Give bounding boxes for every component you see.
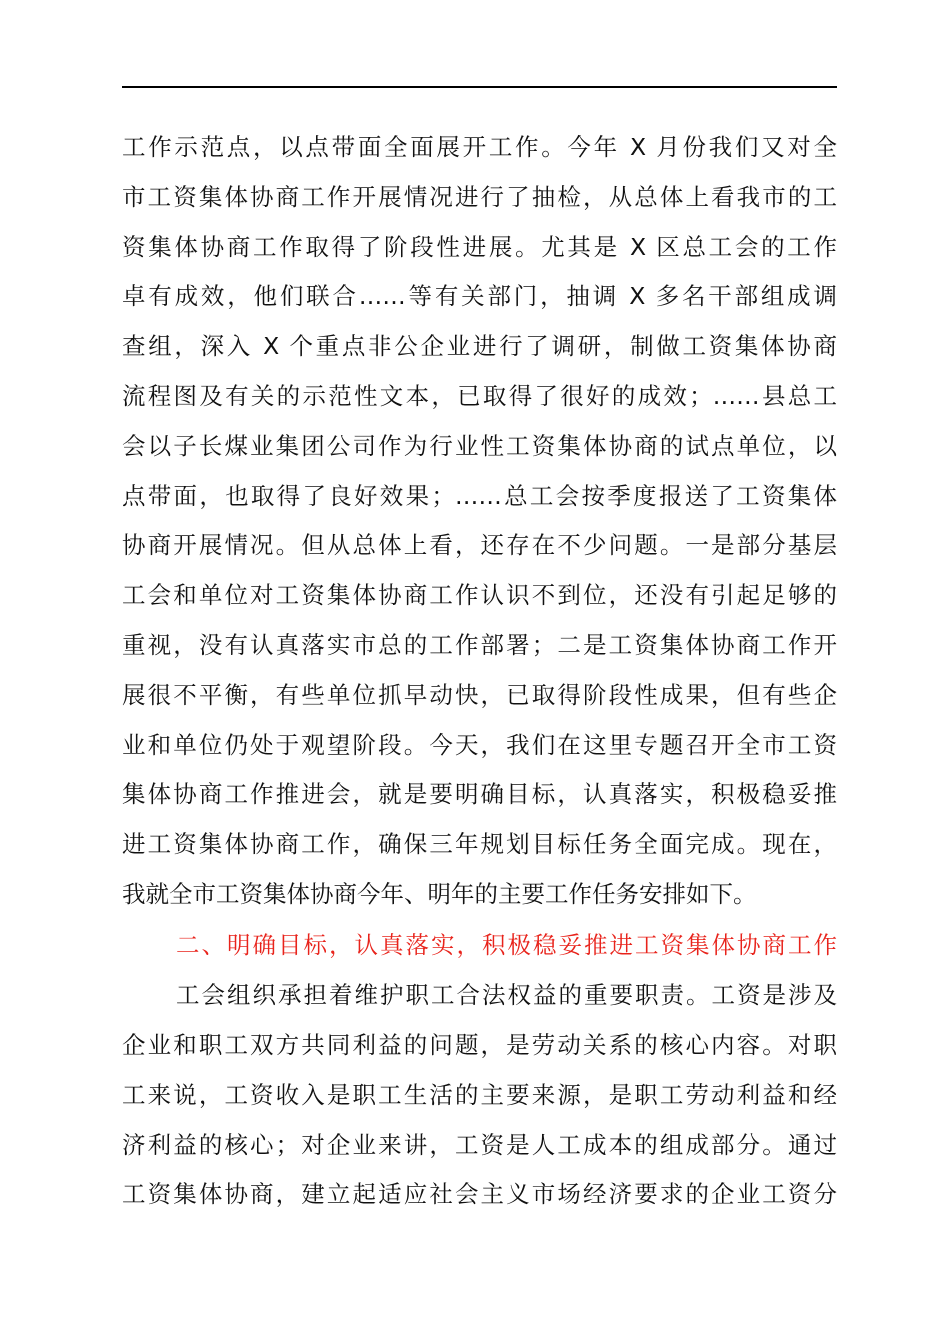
text-line: 进工资集体协商工作，确保三年规划目标任务全面完成。现在， bbox=[122, 830, 837, 859]
text-line: 我就全市工资集体协商今年、明年的主要工作任务安排如下。 bbox=[122, 879, 757, 908]
text-line: 工会组织承担着维护职工合法权益的重要职责。工资是涉及 bbox=[176, 981, 837, 1009]
text-line: 点带面，也取得了良好效果；……总工会按季度报送了工资集体 bbox=[122, 481, 837, 510]
text-line: 展很不平衡，有些单位抓早动快，已取得阶段性成果，但有些企 bbox=[122, 680, 837, 709]
paragraph-2 bbox=[122, 1021, 837, 1220]
text-line: 流程图及有关的示范性文本，已取得了很好的成效；……县总工 bbox=[122, 381, 837, 410]
text-line: 会以子长煤业集团公司作为行业性工资集体协商的试点单位，以 bbox=[122, 431, 837, 460]
paragraph-2-first-line-wrap bbox=[176, 971, 837, 1021]
text-line: 业和单位仍处于观望阶段。今天，我们在这里专题召开全市工资 bbox=[122, 730, 837, 759]
text-line: 资集体协商工作取得了阶段性进展。尤其是 X 区总工会的工作 bbox=[122, 232, 837, 261]
text-line: 济利益的核心；对企业来讲，工资是人工成本的组成部分。通过 bbox=[122, 1130, 837, 1159]
paragraph-1 bbox=[122, 123, 837, 920]
text-line: 工会和单位对工资集体协商工作认识不到位，还没有引起足够的 bbox=[122, 581, 837, 610]
text-line: 重视，没有认真落实市总的工作部署；二是工资集体协商工作开 bbox=[122, 630, 837, 659]
text-line: 工作示范点，以点带面全面展开工作。今年 X 月份我们又对全 bbox=[122, 133, 837, 161]
text-line: 查组，深入 X 个重点非公企业进行了调研，制做工资集体协商 bbox=[122, 332, 837, 361]
text-line: 企业和职工双方共同利益的问题，是劳动关系的核心内容。对职 bbox=[122, 1031, 837, 1059]
text-line: 卓有成效，他们联合……等有关部门，抽调 X 多名干部组成调 bbox=[122, 282, 837, 311]
text-line: 工来说，工资收入是职工生活的主要来源，是职工劳动利益和经 bbox=[122, 1080, 837, 1109]
text-line: 集体协商工作推进会，就是要明确目标，认真落实，积极稳妥推 bbox=[122, 780, 837, 809]
section-heading: 二、明确目标，认真落实，积极稳妥推进工资集体协商工作 bbox=[176, 931, 837, 959]
text-line: 市工资集体协商工作开展情况进行了抽检，从总体上看我市的工 bbox=[122, 182, 837, 211]
text-line: 协商开展情况。但从总体上看，还存在不少问题。一是部分基层 bbox=[122, 531, 837, 560]
header-rule bbox=[122, 86, 837, 88]
text-line: 工资集体协商，建立起适应社会主义市场经济要求的企业工资分 bbox=[122, 1180, 837, 1209]
